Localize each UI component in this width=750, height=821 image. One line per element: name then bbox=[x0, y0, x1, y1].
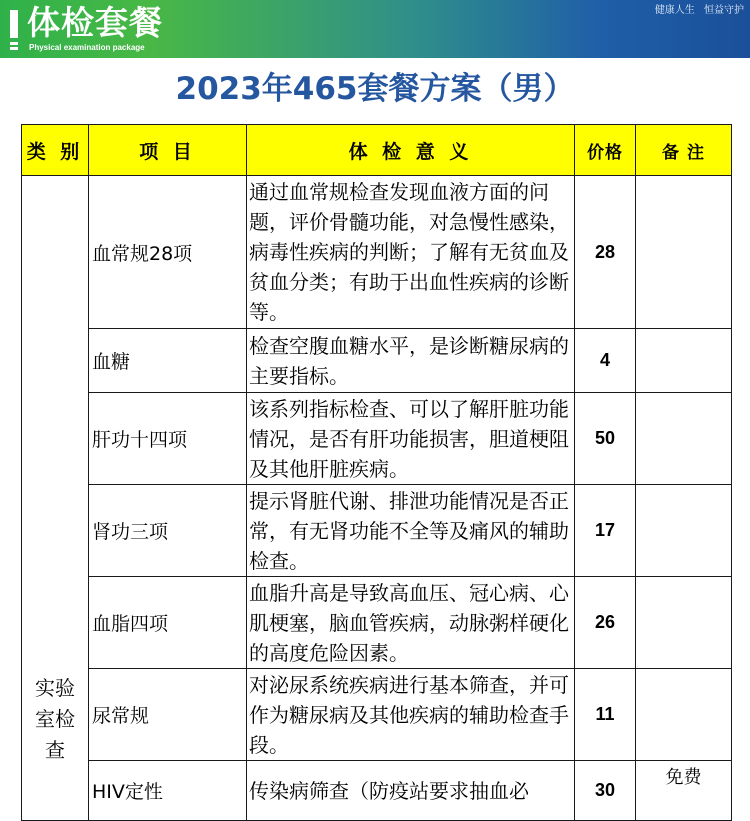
header-category: 类 别 bbox=[22, 125, 89, 176]
item-cell: 尿常规 bbox=[89, 669, 247, 761]
table-header-row bbox=[22, 125, 732, 176]
note-cell bbox=[636, 577, 732, 669]
banner-accent-bar bbox=[10, 10, 18, 38]
item-cell: 肾功三项 bbox=[89, 485, 247, 577]
banner-accent-line bbox=[10, 47, 18, 50]
table-row bbox=[22, 176, 732, 329]
header-price: 价格 bbox=[575, 125, 636, 176]
price-cell: 26 bbox=[575, 577, 636, 669]
meaning-cell: 检查空腹血糖水平，是诊断糖尿病的主要指标。 bbox=[247, 329, 575, 393]
item-cell: 血常规28项 bbox=[89, 176, 247, 329]
meaning-cell: 通过血常规检查发现血液方面的问题，评价骨髓功能，对急慢性感染，病毒性疾病的判断；了解有无贫血及贫血分类；有助于出血性疾病的诊断等。 bbox=[247, 176, 575, 329]
table-row bbox=[22, 329, 732, 393]
price-cell: 4 bbox=[575, 329, 636, 393]
price-cell: 17 bbox=[575, 485, 636, 577]
note-cell bbox=[636, 669, 732, 761]
price-cell: 50 bbox=[575, 393, 636, 485]
header-note: 备 注 bbox=[636, 125, 732, 176]
banner-subtitle: Physical examination package bbox=[29, 43, 145, 52]
item-cell: 血脂四项 bbox=[89, 577, 247, 669]
package-table bbox=[21, 124, 732, 821]
item-cell: 血糖 bbox=[89, 329, 247, 393]
note-cell bbox=[636, 393, 732, 485]
page-title: 2023年465套餐方案（男） bbox=[175, 71, 575, 107]
header-banner bbox=[0, 0, 750, 58]
table-row bbox=[22, 577, 732, 669]
note-cell bbox=[636, 329, 732, 393]
meaning-cell: 对泌尿系统疾病进行基本筛查，并可作为糖尿病及其他疾病的辅助检查手段。 bbox=[247, 669, 575, 761]
price-cell: 30 bbox=[575, 761, 636, 821]
meaning-cell: 血脂升高是导致高血压、冠心病、心肌梗塞，脑血管疾病，动脉粥样硬化的高度危险因素。 bbox=[247, 577, 575, 669]
category-cell: 实验室检查 bbox=[22, 176, 89, 821]
banner-accent-line bbox=[10, 42, 18, 45]
table-row bbox=[22, 761, 732, 821]
item-cell: HIV定性 bbox=[89, 761, 247, 821]
meaning-cell: 提示肾脏代谢、排泄功能情况是否正常，有无肾功能不全等及痛风的辅助检查。 bbox=[247, 485, 575, 577]
banner-title: 体检套餐 bbox=[27, 3, 163, 42]
price-cell: 28 bbox=[575, 176, 636, 329]
table-row bbox=[22, 485, 732, 577]
price-cell: 11 bbox=[575, 669, 636, 761]
meaning-cell: 传染病筛查（防疫站要求抽血必 bbox=[247, 761, 575, 821]
header-meaning: 体 检 意 义 bbox=[247, 125, 575, 176]
item-cell: 肝功十四项 bbox=[89, 393, 247, 485]
note-cell: 免费 bbox=[636, 761, 732, 821]
header-item: 项 目 bbox=[89, 125, 247, 176]
banner-tagline: 健康人生 恒益守护 bbox=[654, 5, 744, 16]
note-cell bbox=[636, 176, 732, 329]
note-cell bbox=[636, 485, 732, 577]
table-row bbox=[22, 393, 732, 485]
table-row bbox=[22, 669, 732, 761]
meaning-cell: 该系列指标检查、可以了解肝脏功能情况，是否有肝功能损害，胆道梗阻及其他肝脏疾病。 bbox=[247, 393, 575, 485]
